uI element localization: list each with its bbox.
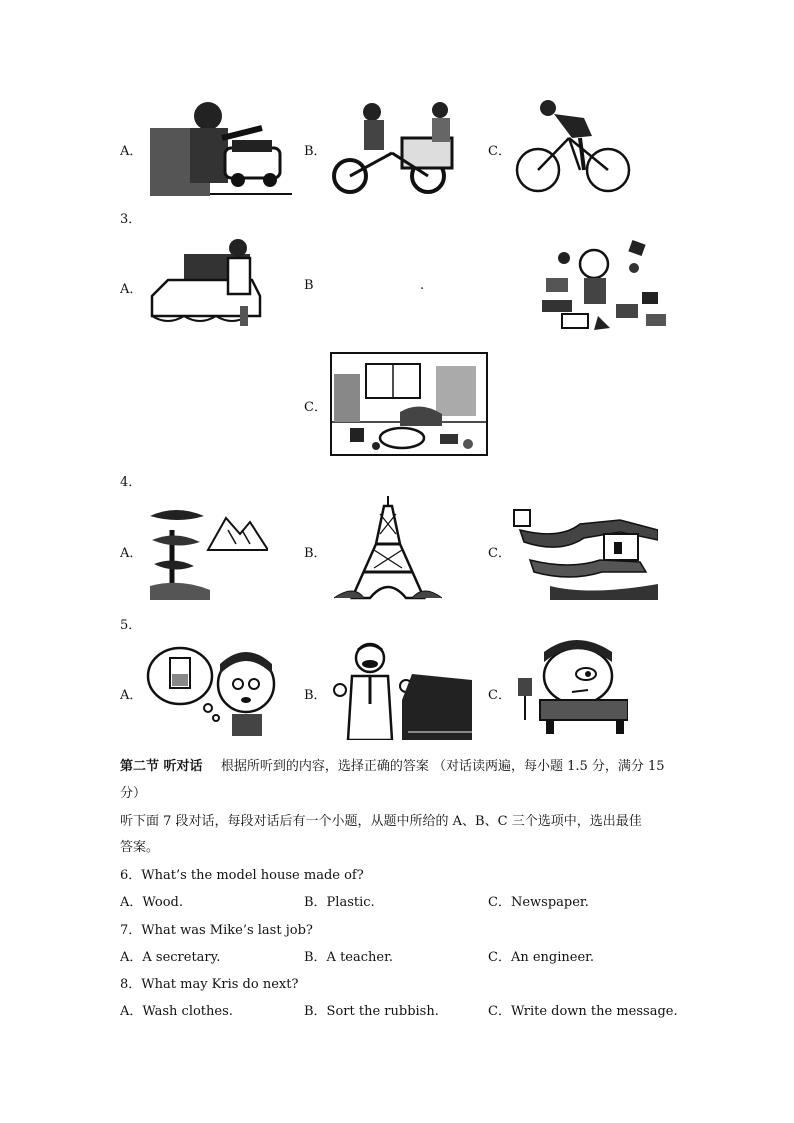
bicycle-picture — [514, 98, 632, 196]
question-8-stem: 8．What may Kris do next? — [120, 977, 299, 992]
great-wall-picture — [510, 500, 658, 600]
eiffel-tower-picture — [334, 494, 442, 600]
making-bed-picture — [148, 236, 266, 328]
question-3-number: 3． — [120, 212, 142, 227]
question-7-stem: 7．What was Mike’s last job? — [120, 923, 313, 938]
section2-instruction-line1: 根据所听到的内容，选择正确的答案 （对话读两遍，每小题 1.5 分，满分 15 — [220, 759, 665, 774]
section2-title: 第二节 听对话 — [120, 759, 203, 774]
q2-option-a-label: A． — [120, 144, 143, 159]
question-6-option-b[interactable]: B．Plastic. — [304, 895, 375, 910]
question-6-option-c[interactable]: C．Newspaper. — [488, 895, 589, 910]
q5-option-a-label: A． — [120, 688, 143, 703]
question-8-option-b[interactable]: B．Sort the rubbish. — [304, 1004, 439, 1019]
section2-direction-line1: 听下面 7 段对话，每段对话后有一个小题，从题中所给的 A、B、C 三个选项中，选出最佳 — [120, 814, 642, 829]
question-8-option-c[interactable]: C．Write down the message. — [488, 1004, 678, 1019]
q5-option-b-label: B． — [304, 688, 327, 703]
q3-option-c-label: C． — [304, 400, 327, 415]
q4-option-a-label: A． — [120, 546, 143, 561]
q3-option-b-label: B — [304, 278, 314, 293]
question-7-option-a[interactable]: A．A secretary. — [120, 950, 221, 965]
bored-student-picture — [516, 640, 628, 734]
q4-option-b-label: B． — [304, 546, 327, 561]
messy-juggler-picture — [538, 238, 670, 334]
q4-option-c-label: C． — [488, 546, 511, 561]
question-6-stem: 6．What’s the model house made of? — [120, 868, 364, 883]
section2-instruction-line2: 分） — [120, 786, 147, 801]
messy-room-picture — [330, 352, 488, 456]
question-8-option-a[interactable]: A．Wash clothes. — [120, 1004, 233, 1019]
question-7-option-c[interactable]: C．An engineer. — [488, 950, 595, 965]
question-4-number: 4． — [120, 475, 142, 490]
q2-option-c-label: C． — [488, 144, 511, 159]
hitchhiker-picture — [150, 98, 292, 198]
thirsty-boy-picture — [146, 644, 276, 736]
question-6-option-a[interactable]: A．Wood. — [120, 895, 183, 910]
tricycle-picture — [332, 98, 462, 194]
q2-option-b-label: B． — [304, 144, 327, 159]
question-5-number: 5． — [120, 618, 142, 633]
mountain-pine-picture — [150, 500, 268, 600]
q3-option-b-dot: . — [420, 278, 425, 293]
section2-direction-line2: 答案。 — [120, 840, 160, 855]
happy-player-picture — [332, 640, 472, 740]
q3-option-a-label: A． — [120, 282, 143, 297]
q5-option-c-label: C． — [488, 688, 511, 703]
question-7-option-b[interactable]: B．A teacher. — [304, 950, 394, 965]
section2-heading-line — [120, 755, 665, 774]
